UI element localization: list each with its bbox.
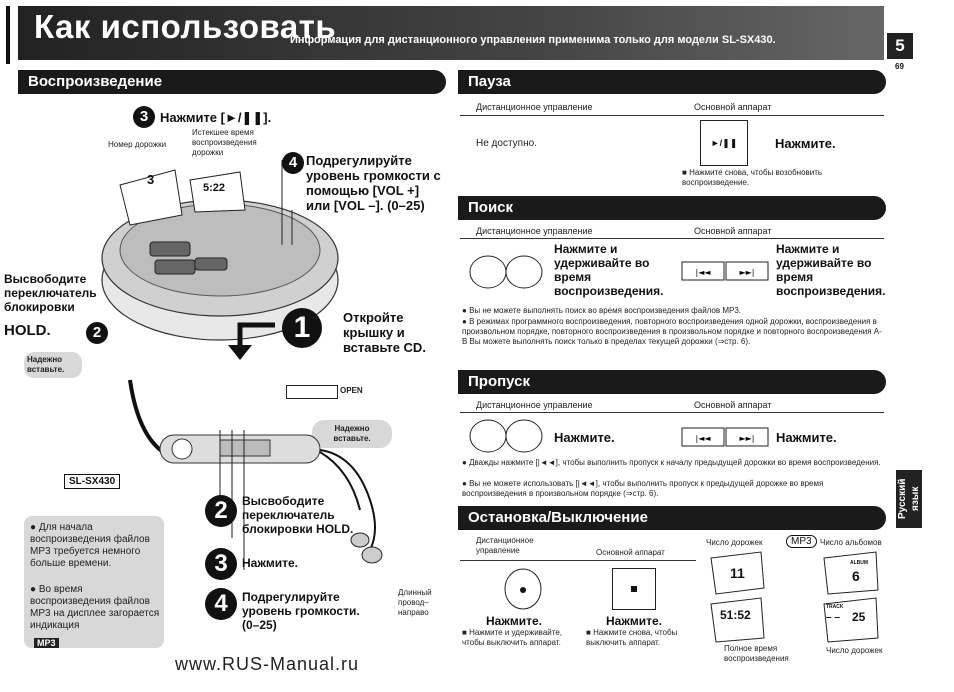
main-skip-buttons-icon: [680, 258, 772, 284]
note-1: ● Для начала воспроизведения файлов MP3 требуется немного больше времени.: [30, 522, 150, 569]
step-4-circle: 4: [205, 588, 237, 620]
svg-text:►►|: ►►|: [739, 434, 755, 443]
display-tracks: 11: [730, 565, 745, 581]
remote-skip-buttons-icon-2: [466, 416, 548, 456]
mp3-tag: MP3: [786, 535, 817, 548]
search-rule: [460, 238, 884, 239]
track-count-label: Число дорожек: [706, 538, 763, 547]
step-3-circle-top: 3: [133, 106, 155, 128]
stop-main-label: Основной аппарат: [596, 548, 665, 557]
skip-remote-text: Нажмите.: [554, 430, 615, 445]
stop-remote-label: Дистанционное управление: [476, 536, 534, 555]
step-2-circle: 2: [205, 495, 237, 527]
display-album: 6: [852, 568, 860, 584]
pause-remote-label: Дистанционное управление: [476, 102, 593, 112]
hold-word: HOLD.: [4, 322, 51, 339]
search-main-text: Нажмите и удерживайте во время воспроизведения.: [776, 242, 886, 298]
step-4-circle-top: 4: [282, 152, 304, 174]
step-4-text: Подрегулируйте уровень громкости. (0–25): [242, 590, 360, 632]
open-cover-text: Откройте крышку и вставьте CD.: [343, 310, 426, 355]
watermark: www.RUS-Manual.ru: [175, 654, 360, 674]
step-3-top-text: Нажмите [►/❚❚].: [160, 110, 272, 125]
step-2-circle-side: 2: [86, 322, 108, 344]
release-hold-text: Высвободите переключатель блокировки: [4, 272, 97, 314]
label-elapsed-time: Истекшее время воспроизведения дорожки: [192, 128, 257, 157]
section-pause-title: Пауза: [458, 70, 886, 94]
note-2: ● Во время воспроизведения файлов MP3 на дисплее загорается индикация: [30, 584, 160, 631]
remote-skip-buttons-icon: [466, 252, 548, 292]
search-note-2: ● В режимах программного воспроизведения, повторного воспроизведения одной дорожки, воспроизведения в произвольном порядке, повторного воспроизведения в произвольном порядке и повторного воспроизведения A-B Вы можете выполнять поиск только в пределах текущей дорожки (⇒стр. 6).: [462, 317, 882, 346]
stop-main-text: Нажмите.: [606, 614, 662, 628]
svg-text:|◄◄: |◄◄: [695, 434, 711, 443]
page-title: Как использовать: [34, 8, 337, 45]
display-track-number: 3: [147, 172, 155, 187]
track-count-label-2: Число дорожек: [826, 646, 883, 655]
main-skip-buttons-icon-2: [680, 424, 772, 450]
display-dashes: – –: [826, 612, 840, 623]
search-main-label: Основной аппарат: [694, 226, 772, 236]
main-stop-button-icon: [612, 568, 656, 610]
search-remote-text: Нажмите и удерживайте во время воспроизведения.: [554, 242, 664, 298]
skip-note-2: ● Вы не можете использовать [|◄◄], чтобы выполнить пропуск к предыдущей дорожке во время воспроизведения в произвольном порядке (⇒стр. 6).: [462, 479, 824, 498]
step-2-text: Высвободите переключатель блокировки HOLD.: [242, 494, 354, 536]
play-pause-button-icon: ►/❚❚: [700, 120, 748, 166]
language-tab: Русский язык: [896, 470, 922, 528]
stop-main-note: ■ Нажмите снова, чтобы выключить аппарат.: [586, 628, 678, 647]
pause-main-label: Основной аппарат: [694, 102, 772, 112]
step-3-circle: 3: [205, 548, 237, 580]
skip-rule: [460, 412, 884, 413]
long-cord-label: Длинный провод– направо: [398, 588, 432, 617]
stop-rule: [460, 560, 696, 561]
page-subtitle: Информация для дистанционного управления применима только для модели SL-SX430.: [290, 34, 776, 46]
section-search-title: Поиск: [458, 196, 886, 220]
page-badge: 5: [887, 33, 913, 59]
stop-remote-text: Нажмите.: [486, 614, 542, 628]
left-edge-bar: [6, 6, 10, 64]
step-1-circle: 1: [282, 308, 322, 348]
pause-note: ■ Нажмите снова, чтобы возобновить воспроизведение.: [682, 168, 823, 187]
section-playback-title: Воспроизведение: [18, 70, 446, 94]
open-label: OPEN: [340, 386, 363, 395]
skip-note-1: ● Дважды нажмите [|◄◄], чтобы выполнить пропуск к началу предыдущей дорожки во время воспроизведения.: [462, 458, 881, 467]
insert-firmly-note-2: Надежно вставьте.: [312, 420, 392, 448]
search-remote-label: Дистанционное управление: [476, 226, 593, 236]
skip-main-text: Нажмите.: [776, 430, 837, 445]
display-track: 25: [852, 610, 866, 624]
label-track-number: Номер дорожки: [108, 140, 167, 149]
search-note-1: ● Вы не можете выполнять поиск во время воспроизведения файлов MP3.: [462, 306, 742, 315]
pause-main-text: Нажмите.: [775, 136, 836, 151]
skip-main-label: Основной аппарат: [694, 400, 772, 410]
page-number: 69: [895, 62, 904, 71]
model-label: SL-SX430: [64, 474, 120, 489]
track-tag: TRACK: [826, 604, 844, 610]
display-elapsed-time: 5:22: [203, 182, 226, 194]
insert-firmly-note: Надежно вставьте.: [24, 352, 82, 378]
section-skip-title: Пропуск: [458, 370, 886, 394]
skip-remote-label: Дистанционное управление: [476, 400, 593, 410]
pause-rule: [460, 115, 884, 116]
remote-stop-button-icon: [500, 566, 546, 612]
display-total-time: 51:52: [720, 608, 751, 622]
svg-text:|◄◄: |◄◄: [695, 268, 711, 277]
svg-text:►►|: ►►|: [739, 268, 755, 277]
album-tag: ALBUM: [850, 560, 869, 566]
total-time-label: Полное время воспроизведения: [724, 644, 789, 663]
mp3-badge: MP3: [34, 638, 59, 648]
section-stop-title: Остановка/Выключение: [458, 506, 886, 530]
pause-remote-text: Не доступно.: [476, 138, 537, 149]
stop-remote-note: ■ Нажмите и удерживайте, чтобы выключить аппарат.: [462, 628, 562, 647]
step-4-top-text: Подрегулируйте уровень громкости с помощью [VOL +] или [VOL –]. (0–25): [306, 153, 441, 213]
step-3-text: Нажмите.: [242, 556, 298, 570]
album-count-label: Число альбомов: [820, 538, 882, 547]
